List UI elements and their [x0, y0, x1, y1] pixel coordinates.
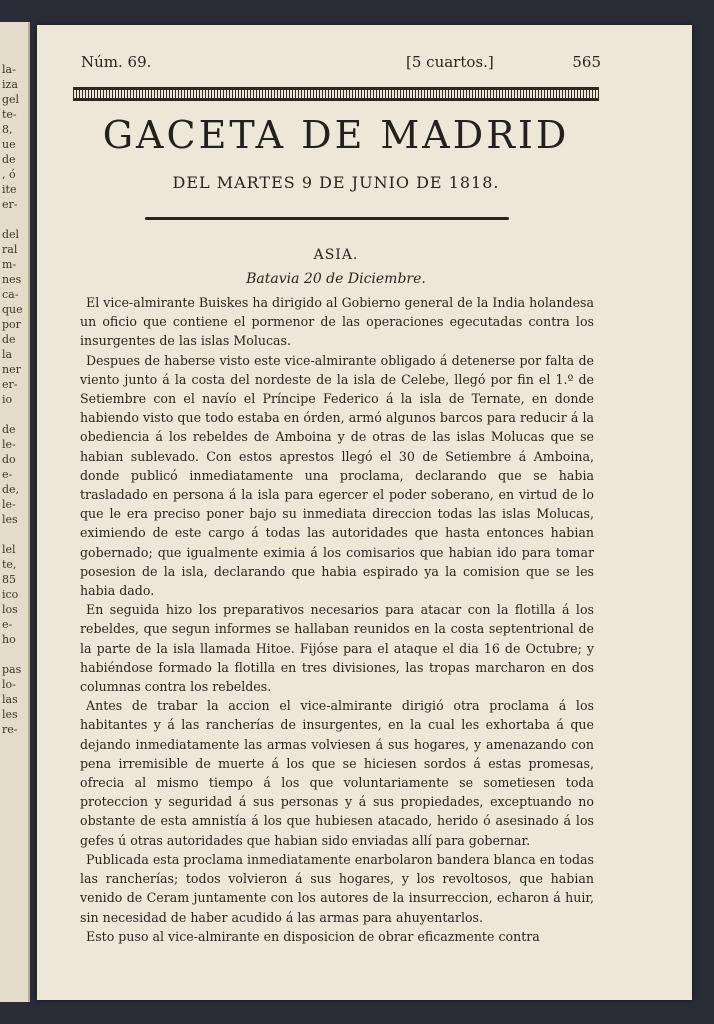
- paragraph: En seguida hizo los preparativos necesarios para atacar con la flotilla á los rebeldes, que segun informes se hallaban reunidos en la costa septentrional de la parte de la isla llamada Hitoe. Fijóse para el ataque el dia 16 de Octubre; y habiéndose formado la flotilla en tres divisiones, las tropas marcharon en dos columnas contra los rebeldes.: [80, 602, 594, 695]
- header-rule: [73, 87, 599, 101]
- adjacent-page-fragment: ral: [2, 243, 18, 256]
- adjacent-page-fragment: re-: [2, 723, 18, 736]
- adjacent-page-fragment: [0, 407, 28, 422]
- adjacent-page-fragment: nes: [2, 273, 22, 286]
- adjacent-page-fragment: la: [2, 348, 13, 361]
- adjacent-page-fragment: 8,: [2, 123, 13, 136]
- adjacent-page-fragment: lel: [2, 543, 16, 556]
- page-number: 565: [572, 53, 601, 71]
- paragraph: Publicada esta proclama inmediatamente enarbolaron bandera blanca en todas las rancherías; todos volvieron á sus hogares, y los revoltosos, que habian venido de Ceram juntamente con los autores de la insurreccion, echaron á huir, sin necesidad de haber acudido á las armas para ahuyentarlos.: [80, 851, 594, 925]
- adjacent-page-fragment: de,: [2, 483, 20, 496]
- adjacent-page-fragment: [0, 527, 28, 542]
- adjacent-page-fragment: ca-: [2, 288, 19, 301]
- adjacent-page-fragment: de: [2, 333, 16, 346]
- adjacent-page-fragment: gel: [2, 93, 20, 106]
- adjacent-page-fragment: le-: [2, 438, 16, 451]
- section-heading: ASIA.: [313, 247, 359, 263]
- adjacent-page-fragment: [0, 212, 28, 227]
- adjacent-page-fragment: e-: [2, 468, 13, 481]
- adjacent-page-fragment: ite: [2, 183, 17, 196]
- adjacent-page-fragment: le-: [2, 498, 16, 511]
- adjacent-page-fragment: [0, 647, 28, 662]
- place-date-line: Batavia 20 de Diciembre.: [246, 271, 426, 287]
- article-body: [80, 293, 594, 946]
- dateline: DEL MARTES 9 DE JUNIO DE 1818.: [172, 173, 500, 192]
- adjacent-page-fragment: les: [2, 708, 18, 721]
- adjacent-page-fragment: te,: [2, 558, 17, 571]
- adjacent-page-fragment: por: [2, 318, 21, 331]
- adjacent-page-fragment: les: [2, 513, 18, 526]
- adjacent-page-fragment: lo-: [2, 678, 16, 691]
- adjacent-page-fragment: iza: [2, 78, 18, 91]
- adjacent-page-fragment: ue: [2, 138, 16, 151]
- paragraph: Antes de trabar la accion el vice-almirante dirigió otra proclama á los habitantes y á las rancherías de insurgentes, en la cual les exhortaba á que dejando inmediatamente las armas volviesen á sus hogares, y amenazando con pena irremisible de muerte á los que se hiciesen sordos á estas promesas, ofrecia al mismo tiempo á los que voluntariamente se sometiesen toda proteccion y seguridad á sus personas y á sus propiedades, exceptuando no obstante de esta amnistía á los que hubiesen atacado, herido ó asesinado á los gefes ú otras autoridades que habian sido enviadas allí para gobernar.: [80, 698, 594, 848]
- issue-price: [5 cuartos.]: [406, 53, 494, 71]
- issue-number: Núm. 69.: [81, 53, 152, 71]
- paragraph: Despues de haberse visto este vice-almirante obligado á detenerse por falta de viento junto á la costa del nordeste de la isla de Celebe, llegó por fin el 1.º de Setiembre con el navío el Príncipe Federico á la isla de Ternate, en donde habiendo visto que todo estaba en órden, armó algunos barcos para reducir á la obediencia á los rebeldes de Amboina y de otras de las islas Molucas que se habian sublevado. Con estos aprestos llegó el 30 de Setiembre á Amboina, donde publicó inmediatamente una proclama, declarando que se habia trasladado en persona á la isla para egercer el poder soberano, en virtud de lo que le era preciso poner bajo su inmediata direccion todas las islas Molucas, eximiendo de este cargo á todas las autoridades que hasta entonces habian gobernado; que igualmente eximia á los comisarios que habian ido para tomar posesion de la isla, declarando que habia espirado ya la comision que se les habia dado.: [80, 352, 594, 599]
- adjacent-page-fragment: ner: [2, 363, 21, 376]
- adjacent-page-fragment: m-: [2, 258, 17, 271]
- adjacent-page-fragment: ico: [2, 588, 19, 601]
- adjacent-page-fragment: de: [2, 153, 16, 166]
- title-divider: [145, 217, 509, 220]
- adjacent-page-fragment: las: [2, 693, 18, 706]
- adjacent-page-fragment: los: [2, 603, 18, 616]
- adjacent-page-fragment: del: [2, 228, 20, 241]
- adjacent-page-fragment: io: [2, 393, 13, 406]
- newspaper-page: [37, 25, 692, 1000]
- adjacent-page-fragment: e-: [2, 618, 13, 631]
- paragraph: Esto puso al vice-almirante en disposicion de obrar eficazmente contra: [86, 928, 540, 944]
- adjacent-page-fragment: ho: [2, 633, 16, 646]
- adjacent-page-fragment: 85: [2, 573, 16, 586]
- adjacent-page-fragment: pas: [2, 663, 22, 676]
- adjacent-page-fragment: do: [2, 453, 16, 466]
- paragraph: El vice-almirante Buiskes ha dirigido al Gobierno general de la India holandesa un oficio que contiene el pormenor de las operaciones egecutadas contra los insurgentes de las islas Molucas.: [80, 295, 594, 349]
- adjacent-page-fragment: la-: [2, 63, 16, 76]
- masthead-title: GACETA DE MADRID: [102, 113, 570, 157]
- adjacent-page-fragment: er-: [2, 378, 18, 391]
- adjacent-page-fragment: er-: [2, 198, 18, 211]
- adjacent-page-fragment: , ó: [2, 168, 16, 181]
- page-header: [81, 53, 601, 77]
- adjacent-page-edge: [0, 22, 30, 1002]
- adjacent-page-fragment: te-: [2, 108, 17, 121]
- adjacent-page-fragment: que: [2, 303, 23, 316]
- adjacent-page-fragment: de: [2, 423, 16, 436]
